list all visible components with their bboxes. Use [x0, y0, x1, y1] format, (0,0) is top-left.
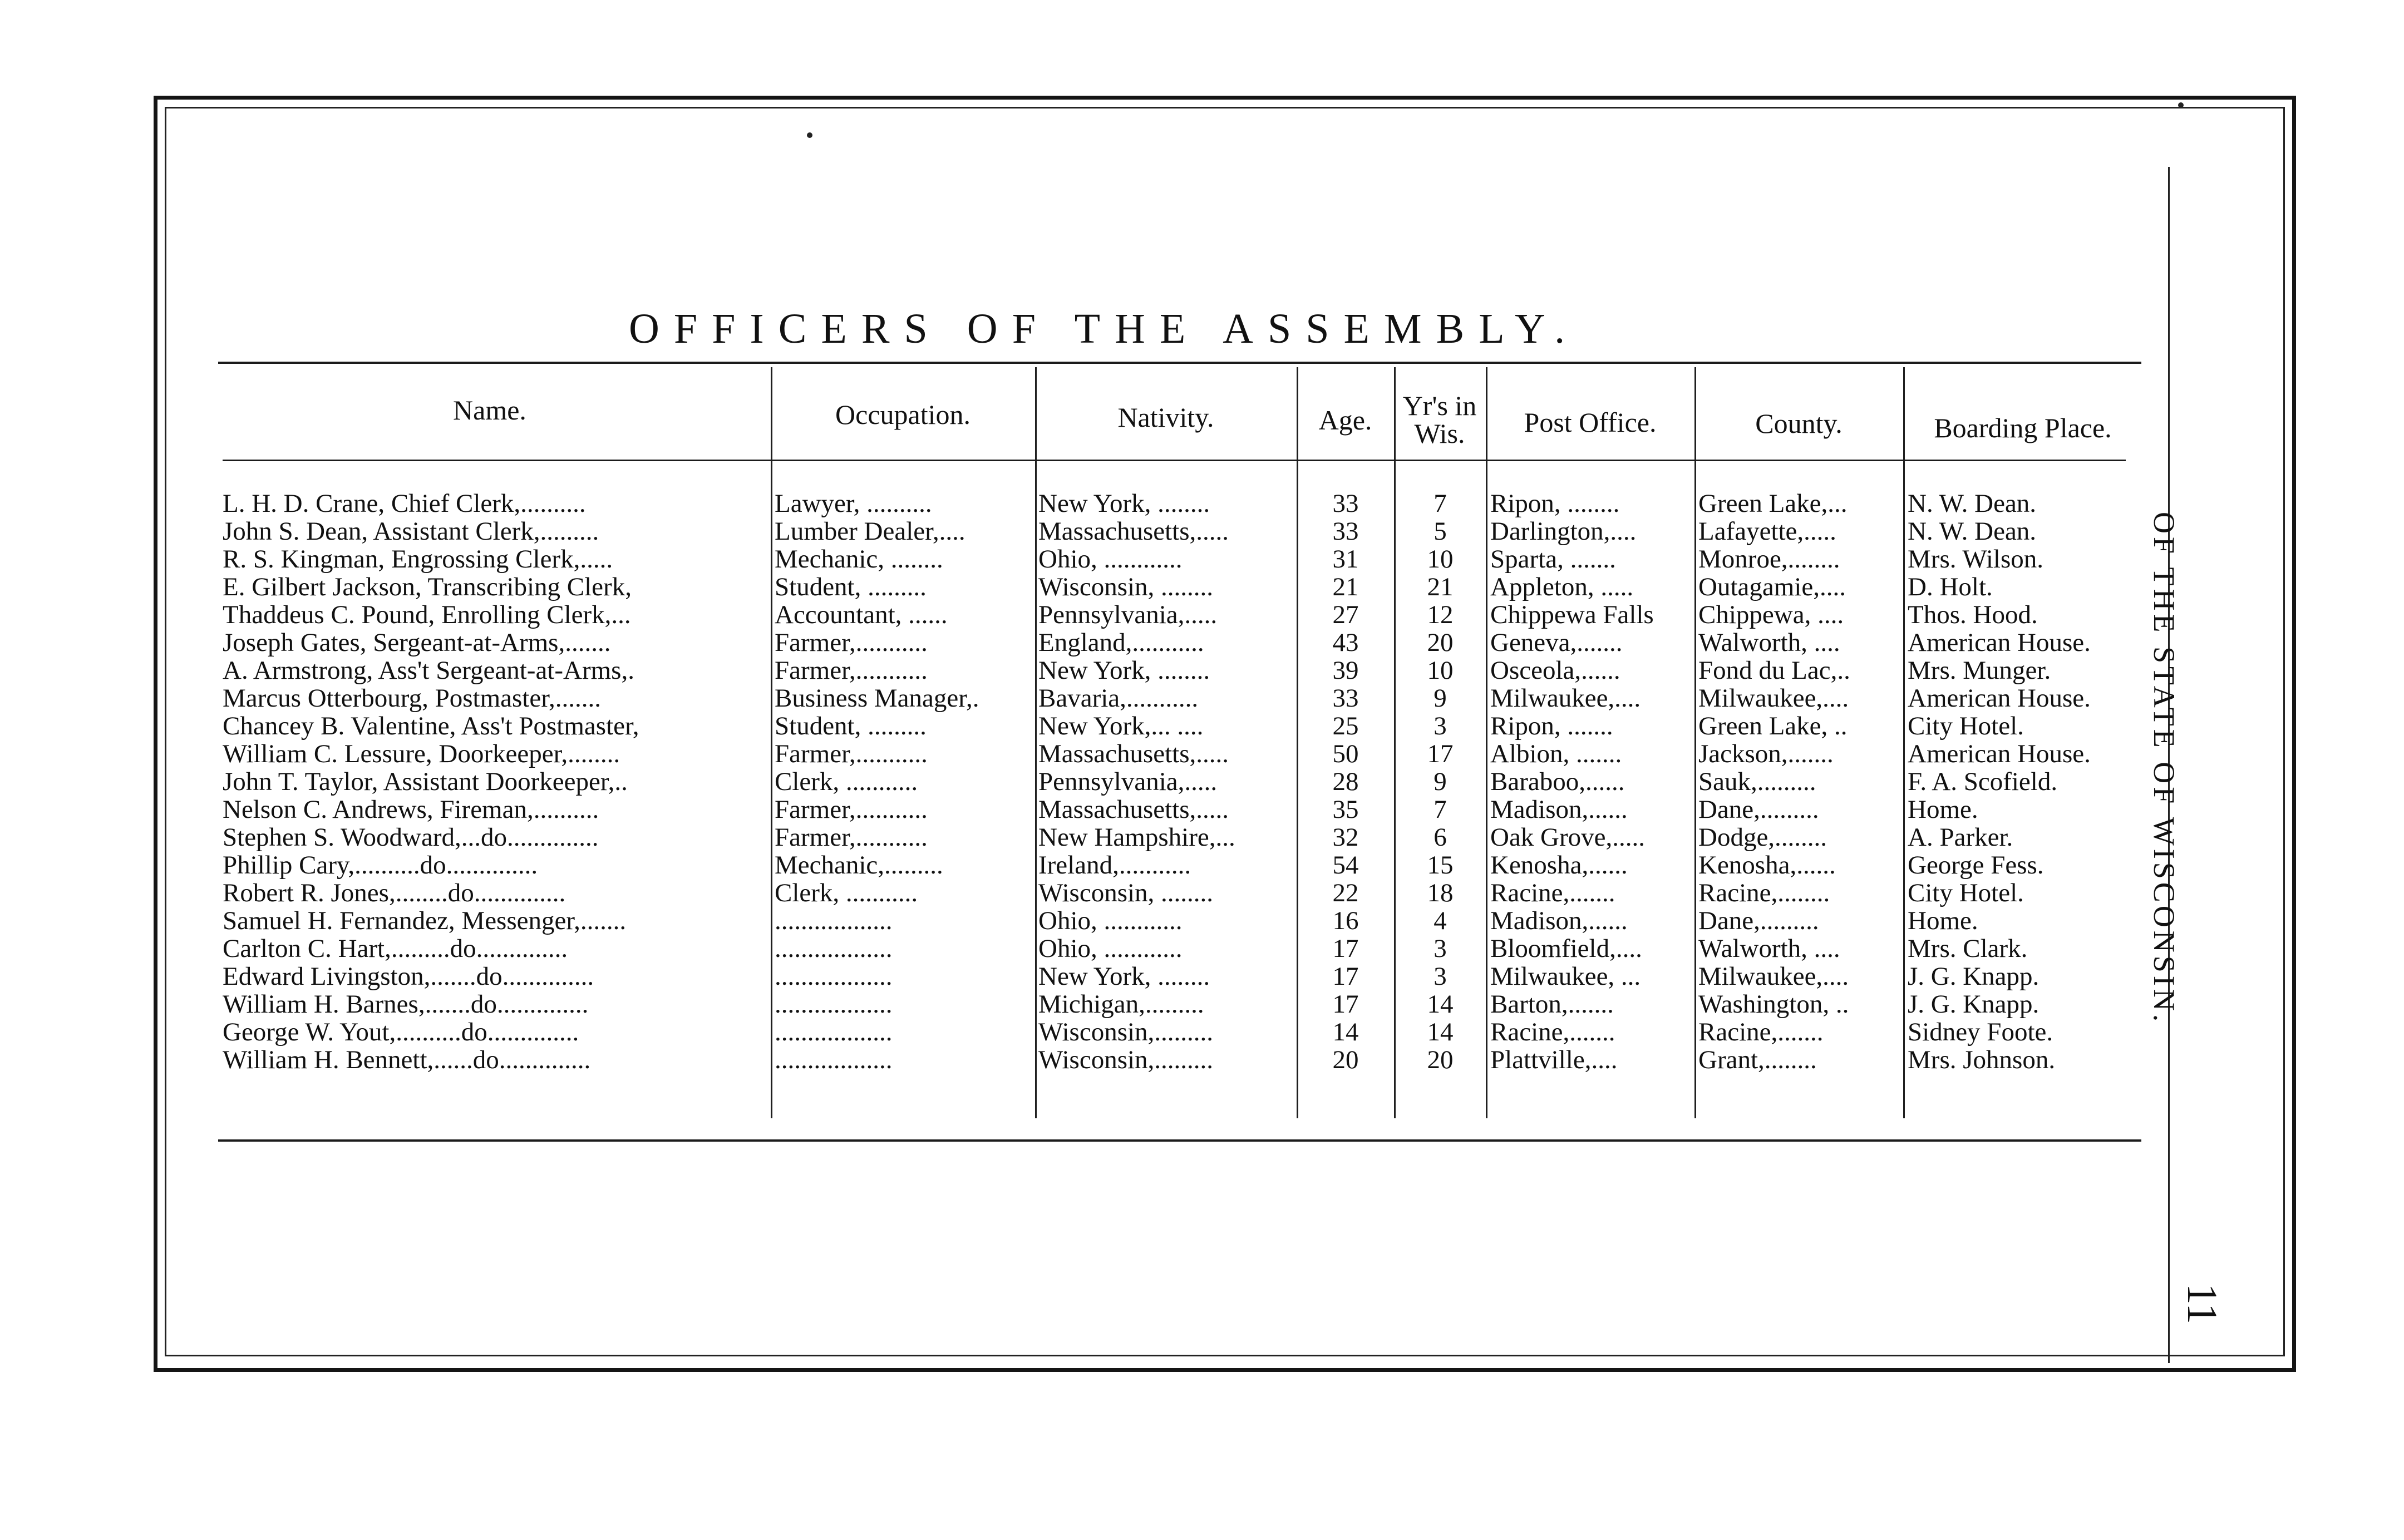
cell-name: Nelson C. Andrews, Fireman,..........: [223, 796, 599, 823]
cell-county: Grant,........: [1698, 1046, 1817, 1074]
cell-years: 21: [1427, 573, 1454, 601]
cell-county: Sauk,.........: [1698, 768, 1816, 796]
cell-post-office: Bloomfield,....: [1490, 935, 1642, 962]
cell-nativity: Wisconsin,.........: [1038, 1018, 1214, 1046]
cell-nativity: Ireland,...........: [1038, 851, 1191, 879]
cell-county: Fond du Lac,..: [1698, 657, 1850, 684]
cell-county: Milwaukee,....: [1698, 684, 1849, 712]
cell-occupation: Lumber Dealer,....: [775, 517, 965, 545]
cell-boarding: D. Holt.: [1908, 573, 1993, 601]
cell-county: Green Lake,...: [1698, 490, 1848, 517]
cell-county: Walworth, ....: [1698, 629, 1840, 657]
cell-age: 35: [1332, 796, 1359, 823]
cell-age: 17: [1332, 990, 1359, 1018]
cell-post-office: Baraboo,......: [1490, 768, 1625, 796]
cell-years: 10: [1427, 657, 1454, 684]
cell-occupation: Farmer,...........: [775, 796, 928, 823]
header-rule: [223, 460, 2126, 461]
column-header-years: Yr's in Wis.: [1402, 390, 1477, 449]
cell-age: 54: [1332, 851, 1359, 879]
cell-county: Washington, ..: [1698, 990, 1849, 1018]
cell-nativity: England,...........: [1038, 629, 1204, 657]
cell-boarding: J. G. Knapp.: [1908, 962, 2040, 990]
cell-boarding: City Hotel.: [1908, 712, 2024, 740]
column-divider: [1394, 367, 1396, 1118]
cell-years: 17: [1427, 740, 1454, 768]
cell-county: Milwaukee,....: [1698, 962, 1849, 990]
cell-boarding: F. A. Scofield.: [1908, 768, 2058, 796]
cell-years: 14: [1427, 1018, 1454, 1046]
cell-years: 12: [1427, 601, 1454, 629]
cell-post-office: Plattville,....: [1490, 1046, 1618, 1074]
cell-name: Joseph Gates, Sergeant-at-Arms,.......: [223, 629, 611, 657]
cell-years: 9: [1433, 768, 1447, 796]
column-divider: [1694, 367, 1696, 1118]
cell-post-office: Geneva,.......: [1490, 629, 1623, 657]
cell-county: Monroe,........: [1698, 545, 1840, 573]
cell-age: 22: [1332, 879, 1359, 907]
cell-occupation: Accountant, ......: [775, 601, 948, 629]
column-header-county: County.: [1755, 408, 1843, 439]
cell-age: 33: [1332, 490, 1359, 517]
cell-occupation: Farmer,...........: [775, 629, 928, 657]
cell-post-office: Racine,.......: [1490, 1018, 1615, 1046]
page-number: 11: [2179, 1283, 2226, 1325]
cell-name: Robert R. Jones,........do..............: [223, 879, 566, 907]
cell-boarding: N. W. Dean.: [1908, 517, 2037, 545]
cell-name: William H. Barnes,.......do..............: [223, 990, 589, 1018]
cell-occupation: Student, .........: [775, 712, 927, 740]
cell-years: 6: [1433, 823, 1447, 851]
cell-years: 15: [1427, 851, 1454, 879]
cell-name: Chancey B. Valentine, Ass't Postmaster,: [223, 712, 639, 740]
cell-post-office: Oak Grove,.....: [1490, 823, 1646, 851]
running-head: OF THE STATE OF WISCONSIN.: [2147, 512, 2181, 1025]
page-title: OFFICERS OF THE ASSEMBLY.: [629, 305, 1580, 352]
cell-boarding: A. Parker.: [1908, 823, 2013, 851]
cell-boarding: Home.: [1908, 907, 1978, 935]
cell-boarding: George Fess.: [1908, 851, 2044, 879]
cell-post-office: Chippewa Falls: [1490, 601, 1654, 629]
cell-years: 20: [1427, 629, 1454, 657]
cell-occupation: Lawyer, ..........: [775, 490, 932, 517]
cell-post-office: Milwaukee,....: [1490, 684, 1641, 712]
cell-name: L. H. D. Crane, Chief Clerk,..........: [223, 490, 586, 517]
cell-name: A. Armstrong, Ass't Sergeant-at-Arms,.: [223, 657, 634, 684]
cell-post-office: Darlington,....: [1490, 517, 1637, 545]
cell-nativity: Wisconsin, ........: [1038, 879, 1214, 907]
cell-post-office: Madison,......: [1490, 907, 1628, 935]
cell-post-office: Appleton, .....: [1490, 573, 1634, 601]
cell-occupation: ..................: [775, 935, 893, 962]
cell-age: 14: [1332, 1018, 1359, 1046]
cell-name: John S. Dean, Assistant Clerk,.........: [223, 517, 599, 545]
cell-occupation: Clerk, ...........: [775, 768, 918, 796]
cell-age: 32: [1332, 823, 1359, 851]
table-top-rule: [218, 362, 2141, 364]
cell-name: Carlton C. Hart,.........do..............: [223, 935, 568, 962]
cell-name: Stephen S. Woodward,...do..............: [223, 823, 599, 851]
cell-years: 18: [1427, 879, 1454, 907]
cell-age: 33: [1332, 517, 1359, 545]
cell-age: 17: [1332, 962, 1359, 990]
cell-nativity: Ohio, ............: [1038, 545, 1183, 573]
column-header-occupation: Occupation.: [835, 399, 971, 430]
cell-boarding: J. G. Knapp.: [1908, 990, 2040, 1018]
cell-name: Thaddeus C. Pound, Enrolling Clerk,...: [223, 601, 631, 629]
cell-post-office: Madison,......: [1490, 796, 1628, 823]
cell-county: Jackson,.......: [1698, 740, 1834, 768]
cell-years: 3: [1433, 962, 1447, 990]
cell-age: 28: [1332, 768, 1359, 796]
column-divider: [771, 367, 772, 1118]
cell-boarding: Sidney Foote.: [1908, 1018, 2053, 1046]
cell-occupation: ..................: [775, 962, 893, 990]
cell-boarding: Mrs. Wilson.: [1908, 545, 2044, 573]
cell-nativity: New York, ........: [1038, 657, 1210, 684]
cell-post-office: Ripon, .......: [1490, 712, 1613, 740]
cell-post-office: Barton,.......: [1490, 990, 1614, 1018]
cell-boarding: Thos. Hood.: [1908, 601, 2038, 629]
cell-boarding: Mrs. Clark.: [1908, 935, 2028, 962]
cell-nativity: New York, ........: [1038, 962, 1210, 990]
column-header-nativity: Nativity.: [1117, 402, 1214, 433]
cell-name: R. S. Kingman, Engrossing Clerk,.....: [223, 545, 613, 573]
cell-age: 43: [1332, 629, 1359, 657]
cell-occupation: Clerk, ...........: [775, 879, 918, 907]
cell-post-office: Milwaukee, ...: [1490, 962, 1641, 990]
cell-name: George W. Yout,..........do..............: [223, 1018, 579, 1046]
column-divider: [1035, 367, 1037, 1118]
cell-county: Outagamie,....: [1698, 573, 1846, 601]
cell-name: Edward Livingston,.......do..............: [223, 962, 594, 990]
cell-county: Dane,.........: [1698, 907, 1819, 935]
cell-nativity: Massachusetts,.....: [1038, 740, 1229, 768]
cell-name: Marcus Otterbourg, Postmaster,.......: [223, 684, 601, 712]
cell-years: 7: [1433, 490, 1447, 517]
cell-nativity: New York,... ....: [1038, 712, 1204, 740]
cell-nativity: Bavaria,...........: [1038, 684, 1199, 712]
cell-nativity: New York, ........: [1038, 490, 1210, 517]
cell-name: E. Gilbert Jackson, Transcribing Clerk,: [223, 573, 632, 601]
cell-nativity: Pennsylvania,.....: [1038, 768, 1218, 796]
cell-nativity: Pennsylvania,.....: [1038, 601, 1218, 629]
cell-boarding: American House.: [1908, 629, 2091, 657]
column-header-post-office: Post Office.: [1524, 407, 1657, 438]
cell-age: 50: [1332, 740, 1359, 768]
cell-nativity: Wisconsin, ........: [1038, 573, 1214, 601]
cell-occupation: Mechanic,.........: [775, 851, 943, 879]
cell-occupation: Farmer,...........: [775, 740, 928, 768]
cell-post-office: Racine,.......: [1490, 879, 1615, 907]
cell-age: 39: [1332, 657, 1359, 684]
cell-county: Racine,.......: [1698, 1018, 1824, 1046]
table-bottom-rule: [218, 1139, 2141, 1142]
cell-age: 27: [1332, 601, 1359, 629]
cell-post-office: Albion, .......: [1490, 740, 1622, 768]
cell-name: William H. Bennett,......do..............: [223, 1046, 591, 1074]
speck: [807, 132, 812, 138]
column-divider: [1903, 367, 1905, 1118]
cell-years: 14: [1427, 990, 1454, 1018]
column-header-name: Name.: [453, 394, 526, 426]
cell-county: Dane,.........: [1698, 796, 1819, 823]
cell-boarding: Mrs. Munger.: [1908, 657, 2051, 684]
cell-age: 33: [1332, 684, 1359, 712]
speck: [2178, 102, 2184, 108]
cell-years: 7: [1433, 796, 1447, 823]
cell-nativity: Michigan,.........: [1038, 990, 1204, 1018]
cell-boarding: City Hotel.: [1908, 879, 2024, 907]
cell-county: Lafayette,.....: [1698, 517, 1836, 545]
cell-nativity: Ohio, ............: [1038, 907, 1183, 935]
cell-occupation: Business Manager,.: [775, 684, 979, 712]
cell-boarding: N. W. Dean.: [1908, 490, 2037, 517]
cell-county: Racine,........: [1698, 879, 1830, 907]
cell-years: 10: [1427, 545, 1454, 573]
cell-occupation: Farmer,...........: [775, 657, 928, 684]
column-divider: [1486, 367, 1487, 1118]
cell-years: 20: [1427, 1046, 1454, 1074]
cell-occupation: Mechanic, ........: [775, 545, 943, 573]
cell-boarding: Home.: [1908, 796, 1978, 823]
cell-occupation: ..................: [775, 990, 893, 1018]
cell-years: 3: [1433, 935, 1447, 962]
cell-occupation: ..................: [775, 1018, 893, 1046]
cell-age: 21: [1332, 573, 1359, 601]
cell-post-office: Kenosha,......: [1490, 851, 1628, 879]
cell-nativity: Ohio, ............: [1038, 935, 1183, 962]
cell-name: William C. Lessure, Doorkeeper,........: [223, 740, 620, 768]
cell-post-office: Sparta, .......: [1490, 545, 1616, 573]
cell-name: John T. Taylor, Assistant Doorkeeper,..: [223, 768, 628, 796]
cell-age: 16: [1332, 907, 1359, 935]
cell-post-office: Ripon, ........: [1490, 490, 1620, 517]
cell-nativity: Massachusetts,.....: [1038, 796, 1229, 823]
cell-boarding: American House.: [1908, 740, 2091, 768]
column-divider: [1297, 367, 1298, 1118]
cell-name: Samuel H. Fernandez, Messenger,.......: [223, 907, 627, 935]
column-header-age: Age.: [1318, 404, 1372, 436]
cell-boarding: Mrs. Johnson.: [1908, 1046, 2056, 1074]
cell-county: Chippewa, ....: [1698, 601, 1844, 629]
cell-age: 17: [1332, 935, 1359, 962]
cell-age: 20: [1332, 1046, 1359, 1074]
cell-occupation: ..................: [775, 907, 893, 935]
cell-nativity: Wisconsin,.........: [1038, 1046, 1214, 1074]
column-header-boarding: Boarding Place.: [1934, 412, 2112, 443]
cell-years: 3: [1433, 712, 1447, 740]
cell-age: 25: [1332, 712, 1359, 740]
cell-county: Walworth, ....: [1698, 935, 1840, 962]
cell-nativity: New Hampshire,...: [1038, 823, 1235, 851]
cell-occupation: Farmer,...........: [775, 823, 928, 851]
cell-boarding: American House.: [1908, 684, 2091, 712]
cell-occupation: ..................: [775, 1046, 893, 1074]
cell-county: Green Lake, ..: [1698, 712, 1848, 740]
cell-name: Phillip Cary,..........do..............: [223, 851, 538, 879]
cell-nativity: Massachusetts,.....: [1038, 517, 1229, 545]
cell-occupation: Student, .........: [775, 573, 927, 601]
cell-years: 9: [1433, 684, 1447, 712]
cell-age: 31: [1332, 545, 1359, 573]
cell-county: Kenosha,......: [1698, 851, 1836, 879]
cell-post-office: Osceola,......: [1490, 657, 1620, 684]
cell-county: Dodge,........: [1698, 823, 1827, 851]
cell-years: 5: [1433, 517, 1447, 545]
cell-years: 4: [1433, 907, 1447, 935]
